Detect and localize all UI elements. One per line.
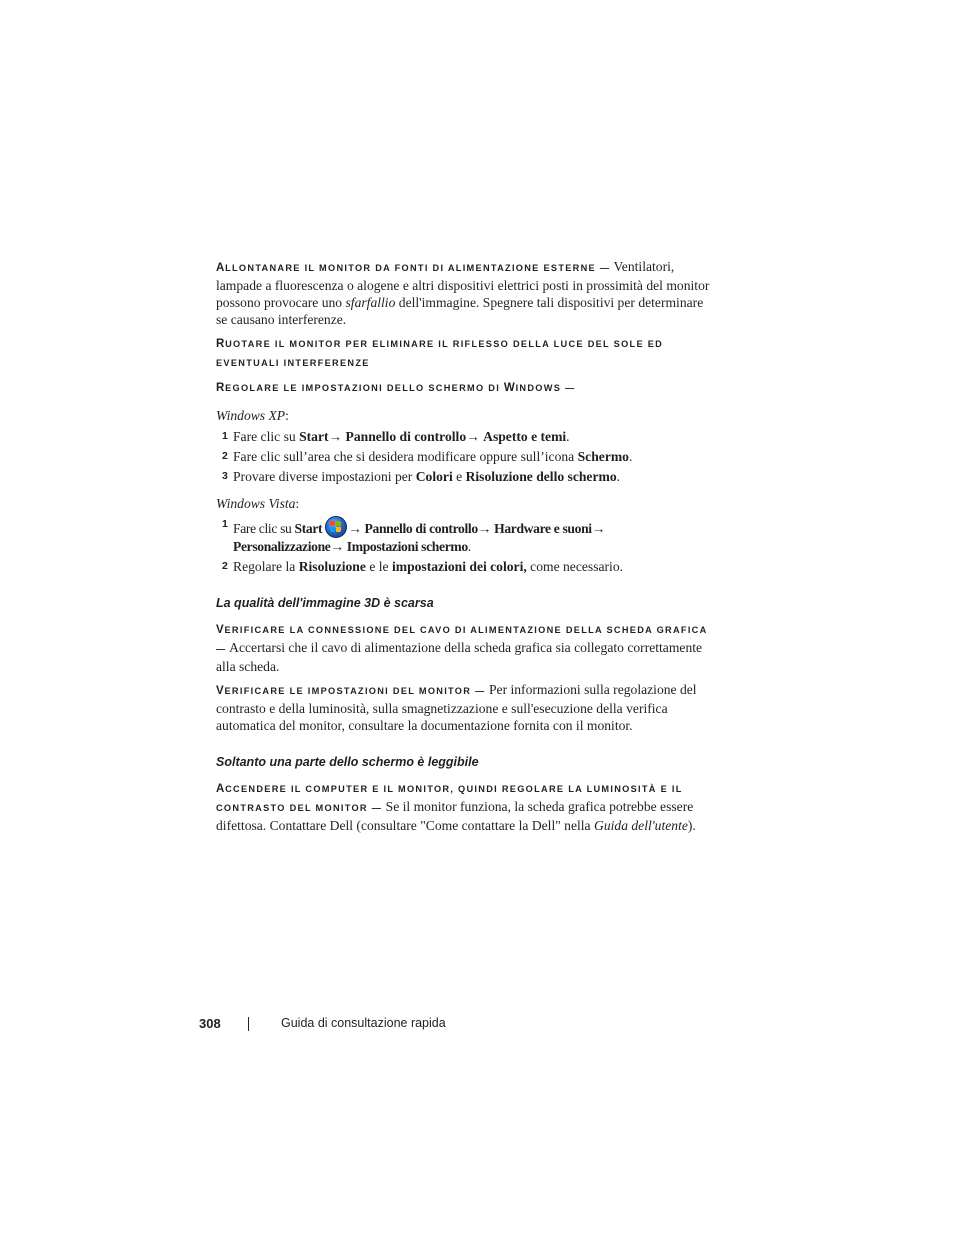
footer-separator bbox=[248, 1017, 249, 1031]
list-item: 2 Fare clic sull’area che si desidera modificare oppure sull’icona Schermo. bbox=[222, 449, 633, 464]
tip-text-end: dell'immagine. Spegnere tali dispositivi per determinare se causano interferenze. bbox=[216, 295, 704, 327]
arrow-icon: → bbox=[348, 521, 362, 536]
page-number: 308 bbox=[199, 1016, 221, 1031]
tip-power-on bbox=[216, 779, 716, 834]
arrow-icon: → bbox=[466, 429, 480, 444]
tip-heading: RUOTARE IL MONITOR PER ELIMINARE IL RIFLESSO DELLA LUCE DEL SOLE ED EVENTUALI INTERFERENZE bbox=[216, 338, 664, 368]
tip-heading: VERIFICARE LE IMPOSTAZIONI DEL MONITOR — bbox=[216, 685, 486, 697]
subtitle-3d-quality: La qualità dell'immagine 3D è scarsa bbox=[216, 596, 434, 610]
tip-heading: REGOLARE LE IMPOSTAZIONI DELLO SCHERMO DI WINDOWS — bbox=[216, 382, 576, 394]
arrow-icon: → bbox=[477, 521, 492, 536]
list-item: 3 Provare diverse impostazioni per Colori e Risoluzione dello schermo. bbox=[222, 469, 621, 484]
tip-text: Per informazioni sulla regolazione del contrasto e della luminosità, sulla smagnetizzazione e sull'esecuzione della verifica automatica del monitor, consultare la documentazione fornita con il monitor. bbox=[216, 682, 697, 733]
tip-rotate bbox=[216, 334, 716, 372]
list-item: 1 Fare clic su Start → Pannello di controllo→ Hardware e suoni→ Personalizzazione→ Impostazioni schermo. bbox=[222, 518, 605, 554]
tip-text: Se il monitor funziona, la scheda grafica potrebbe essere difettosa. Contattare Dell (consultare "Come contattare la Dell" nella bbox=[216, 799, 694, 833]
tip-text: Accertarsi che il cavo di alimentazione della scheda grafica sia collegato correttamente alla scheda. bbox=[216, 640, 703, 674]
subtitle-partial-screen: Soltanto una parte dello schermo è leggibile bbox=[216, 755, 479, 769]
tip-emphasis: sfarfallio bbox=[345, 295, 396, 310]
os-label-vista: Windows Vista: bbox=[216, 496, 300, 511]
tip-monitor-away bbox=[216, 258, 716, 328]
footer-title: Guida di consultazione rapida bbox=[281, 1016, 446, 1030]
tip-monitor-settings bbox=[216, 681, 716, 734]
xp-steps bbox=[216, 428, 716, 485]
os-label-xp: Windows XP: bbox=[216, 408, 289, 423]
tip-heading: VERIFICARE LA CONNESSIONE DEL CAVO DI ALIMENTAZIONE DELLA SCHEDA GRAFICA — bbox=[216, 624, 708, 654]
windows-start-icon bbox=[325, 516, 347, 538]
tip-cable bbox=[216, 620, 716, 675]
tip-emphasis: Guida dell'utente bbox=[594, 818, 688, 833]
tip-heading: ALLONTANARE IL MONITOR DA FONTI DI ALIMENTAZIONE ESTERNE — bbox=[216, 262, 611, 274]
arrow-icon: → bbox=[591, 521, 605, 536]
arrow-icon: → bbox=[328, 429, 343, 444]
tip-text-end: ). bbox=[687, 818, 696, 833]
list-item: 1 Fare clic su Start→ Pannello di controllo→ Aspetto e temi. bbox=[222, 429, 570, 444]
arrow-icon: → bbox=[330, 539, 344, 554]
page-body bbox=[216, 258, 716, 840]
tip-text: Ventilatori, lampade a fluorescenza o alogene e altri dispositivi elettrici posti in prossimità del monitor possono provocare uno bbox=[216, 259, 710, 310]
tip-windows-settings bbox=[216, 378, 716, 397]
list-item: 2 Regolare la Risoluzione e le impostazioni dei colori, come necessario. bbox=[222, 559, 624, 574]
tip-heading: ACCENDERE IL COMPUTER E IL MONITOR, QUINDI REGOLARE LA LUMINOSITÀ E IL CONTRASTO DEL MONITOR — bbox=[216, 783, 683, 813]
vista-steps bbox=[216, 516, 716, 575]
